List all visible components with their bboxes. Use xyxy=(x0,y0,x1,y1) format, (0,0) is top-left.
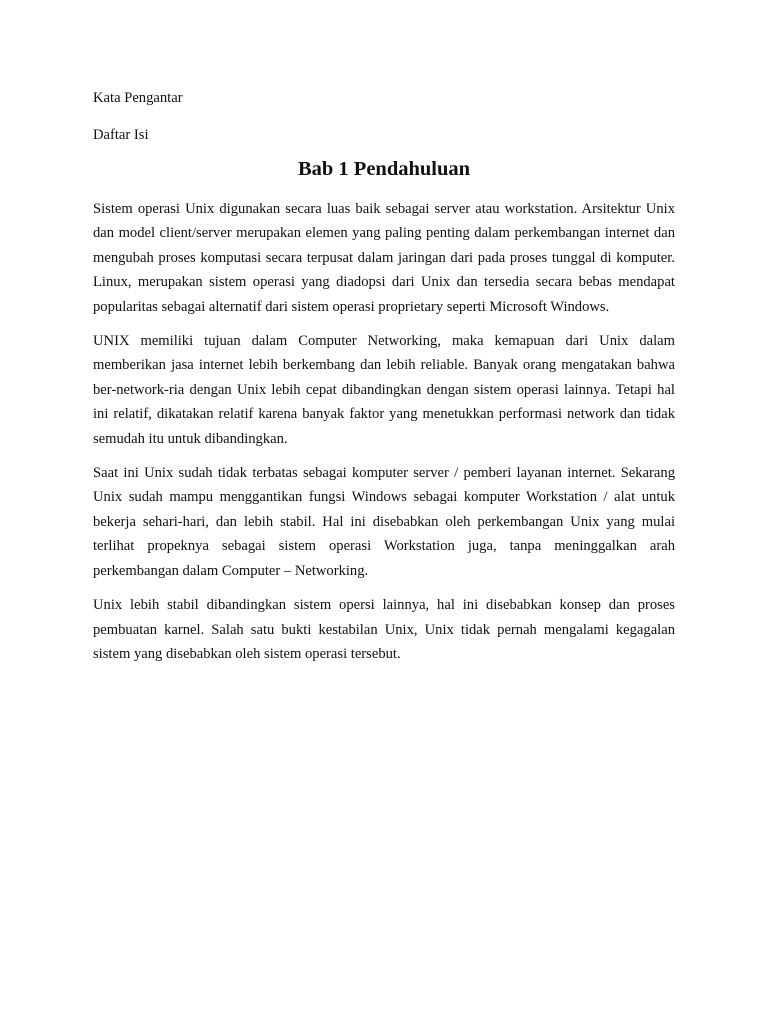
page-content xyxy=(93,88,675,676)
preface-heading: Kata Pengantar xyxy=(93,90,183,106)
paragraph-3: Saat ini Unix sudah tidak terbatas sebagai komputer server / pemberi layanan internet. Sekarang Unix sudah mampu menggantikan fungsi Windows sebagai komputer Workstation / alat untuk bekerja sehari-hari, dan lebih stabil. Hal ini disebabkan oleh perkembangan Unix yang mulai terlihat propeknya sebagai sistem operasi Workstation juga, tanpa meninggalkan arah perkembangan dalam Computer – Networking. xyxy=(93,465,675,579)
paragraph-1: Sistem operasi Unix digunakan secara luas baik sebagai server atau workstation. Arsitektur Unix dan model client/server merupakan elemen yang paling penting dalam perkembangan internet dan mengubah proses komputasi secara terpusat dalam jaringan dari pada proses tunggal di komputer. Linux, merupakan sistem operasi yang diadopsi dari Unix dan tersedia secara bebas mendapat popularitas sebagai alternatif dari sistem operasi proprietary seperti Microsoft Windows. xyxy=(93,201,675,315)
chapter-title: Bab 1 Pendahuluan xyxy=(297,158,471,180)
toc-heading: Daftar Isi xyxy=(93,127,149,143)
paragraph-4: Unix lebih stabil dibandingkan sistem opersi lainnya, hal ini disebabkan konsep dan proses pembuatan karnel. Salah satu bukti kestabilan Unix, Unix tidak pernah mengalami kegagalan sistem yang disebabkan oleh sistem operasi tersebut. xyxy=(93,597,675,662)
paragraph-2: UNIX memiliki tujuan dalam Computer Networking, maka kemapuan dari Unix dalam memberikan jasa internet lebih berkembang dan lebih reliable. Banyak orang mengatakan bahwa ber-network-ria dengan Unix lebih cepat dibandingkan dengan sistem operasi lainnya. Tetapi hal ini relatif, dikatakan relatif karena banyak faktor yang menetukkan performasi network dan tidak semudah itu untuk dibandingkan. xyxy=(93,333,675,447)
